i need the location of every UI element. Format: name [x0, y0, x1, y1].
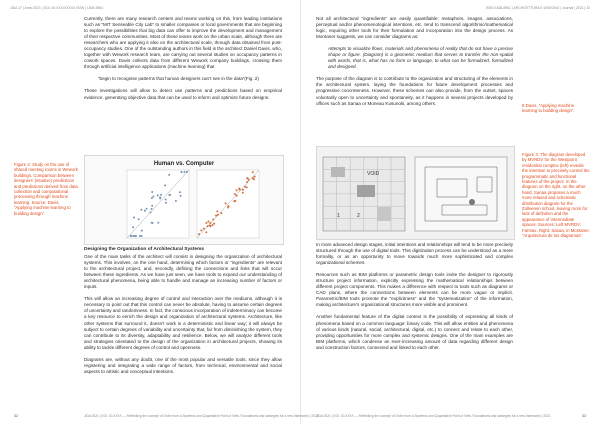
scatter-point: [212, 219, 214, 221]
paragraph: Currently, there are many research centers and teams working on this, from leading institutions such as “MIT Senseable City Lab” to smaller companies or local governments that are beginning to explore the possibilities that big data can offer to improve the development and management of their respective communities. Most of these teams work on the urban scale, although there are researchers who are applying it also on the architectural scale, through data obtained from post-occupancy studies. One of the outstanding authors in this field is the architect Daniel Davis, who, together with Wework research team, are carrying out several studies on occupancy patterns in cowork spaces. Davis collects data from different Wework company buildings, crossing them through artificial intelligence applications (machine learning) that: [84, 16, 282, 70]
right-page-number: 33: [582, 414, 586, 418]
scatter-point: [207, 221, 209, 223]
scatter-point: [203, 228, 205, 230]
right-scatter-panel: [197, 170, 259, 238]
scatter-point: [246, 177, 248, 179]
scatter-point: [159, 197, 161, 199]
scatter-point: [160, 194, 162, 196]
scatter-point: [144, 210, 146, 212]
paragraph: These investigations will allow to detect use patterns and predictions based on empirical evidence, generating objective data that can be used to inform and optimize future designs.: [84, 88, 282, 100]
scatter-point: [215, 215, 217, 217]
scatter-point: [234, 193, 236, 195]
scatter-point: [252, 171, 254, 173]
right-page-top-text: [316, 16, 513, 113]
scatter-point: [152, 196, 154, 198]
figure-3-caption: Figure 3: The diagram developed by MVRDV for the Westpoint residential complex (left) reveals the intention to precisely control the programmatic and functional features of the project. In the diagram on the right, on the other hand, Sanaa proposes a much more relaxed and schematic distribution diagram for the Zollverein school, leaving room for lack of definition and the appearance of intermediate spaces. Sources: Left MVRDV; Farmax. Right: Sanaa, in Montaner, “Arquitectura de los diagramas”.: [522, 152, 590, 239]
scatter-point: [146, 208, 148, 210]
scatter-point: [184, 171, 186, 173]
scatter-point: [207, 225, 209, 227]
figure-2-caption: Figure 2: Study on the use of shared meeting rooms in Wework buildings. Comparison between designers’ (intuitive) predictions and predictions derived from data collection and computational processing through machine learning. Source: Davis, “Applying machine learning to building design”.: [14, 162, 78, 216]
paragraph: Resources such as BIM platforms or parametric design tools invite the designer to rigorously structure project information, explicitly expressing the mathematical relationships between different project components. This makes a difference with respect to tools such as diagrams or CAD plans, where the connections between elements can be more vague or implicit. Parametric/BIM tools promote the “explicitness” and the “systematization” of the information, making architecture’s organizational structures more visible and prominent.: [316, 272, 513, 308]
scatter-point: [168, 174, 170, 176]
scatter-point: [151, 197, 153, 199]
scatter-point: [200, 229, 202, 231]
scatter-point: [233, 200, 235, 202]
scatter-point: [220, 212, 222, 214]
scatter-point: [140, 209, 142, 211]
scatter-point: [205, 231, 207, 233]
scatter-point: [209, 225, 211, 227]
floor-2-label: 2: [357, 213, 360, 219]
sanaa-diagram: [415, 157, 507, 231]
quote: “begin to recognise patterns that human designers can’t see in the data”(Fig. 2): [98, 76, 259, 82]
scatter-point: [254, 176, 256, 178]
scatter-point: [244, 186, 246, 188]
scatter-point: [175, 200, 177, 202]
right-footer: JIDA 2021 | DOI: 10.XXXX — Rethinking the concept of Order from a Systemic and Quantitative Point of View. Foundations and strategies for a new framework | 2021: [316, 414, 551, 418]
paragraph: Diagrams are, without any doubt, one of the most popular and versatile tools, since they allow registering and integrating a wide range of factors, from technical, environmental and social aspects to artistic and conceptual intentions.: [84, 356, 282, 374]
left-footer: JIDA 2021 | DOI: 10.XXXX — Rethinking the concept of Order from a Systemic and Quantitative Point of View. Foundations and strategies for a new framework | 2021: [84, 414, 319, 418]
figure-3-svg: [317, 147, 514, 239]
scatter-point: [186, 171, 188, 173]
page-gutter: [300, 0, 301, 424]
left-page-top-text: [84, 16, 282, 107]
paragraph: In more advanced design stages, initial intentions and relationships will tend to be more precisely structured through the use of digital tools. This digitization process can be understood as a mere formality, or as an opportunity to move towards much more sophisticated and complex organizational schemes.: [316, 242, 513, 266]
figure-3-diagrams: [316, 146, 515, 240]
scatter-point: [213, 223, 215, 225]
scatter-point: [236, 189, 238, 191]
left-page-bottom-text: [84, 247, 282, 381]
scatter-point: [157, 222, 159, 224]
scatter-point: [133, 217, 135, 219]
scatter-point: [139, 235, 141, 237]
scatter-point: [236, 195, 238, 197]
scatter-point: [248, 179, 250, 181]
right-page-bottom-text: [316, 242, 513, 357]
scatter-point: [181, 171, 183, 173]
scatter-point: [149, 211, 151, 213]
figure-2-chart: [84, 155, 284, 245]
scatter-point: [151, 208, 153, 210]
quote: Attempts to visualize flows, materials and phenomena of reality that do not have a precise shape or figure. (Diagram) is a geometric medium that serves to transfer the non-spatial with words, that is, what has no form or language, to what can be formalized, formalized and designed.: [328, 46, 513, 70]
void-label: VOID: [367, 171, 380, 177]
scatter-point: [179, 191, 181, 193]
scatter-point: [198, 233, 200, 235]
left-page-number: 32: [14, 414, 18, 418]
scatter-point: [239, 189, 241, 191]
left-running-header: JIDA 17 | Anno 2021 | DOI: 10.XXXX/XXXX ISSN | 1828-5961: [10, 6, 104, 10]
paragraph: Not all architectural “ingredients” are easily quantifiable: metaphors, images, associations, perceptual and/or phenomenological intentions, etc. tend to transcend algorithmic/mathematical logic, requiring other tools for their formulation and incorporation into the design process. As Montaner suggests, we can consider diagrams as:: [316, 16, 513, 40]
left-scatter-panel: [127, 170, 189, 238]
scatter-point: [216, 210, 218, 212]
scatter-point: [209, 222, 211, 224]
scatter-point: [151, 191, 153, 193]
scatter-point: [132, 235, 134, 237]
scatter-point: [152, 222, 154, 224]
paragraph: The purpose of the diagram is to contribute to the organization and structuring of the elements in the architectural system, laying the foundations for future development processes and progressive concreteness. However, these schemes can also provide, from the outset, spaces voluntarily open to uncertainty and spontaneity, as it happens in several projects developed by offices such as Sanaa or Moneau Kusunoki, among others.: [316, 76, 513, 106]
scatter-point: [217, 214, 219, 216]
paragraph: This will allow an increasing degree of control and interaction over the mediums, although it is necessary to point out that this control can never be absolute, having to assume certain degrees of uncertainty and randomness. In fact, the conscious incorporation of indeterminacy can become a key resource to enrich the design and organization of architectural systems. Architecture, like other systems that surround it, doesn’t work in a deterministic and linear way; it will always be subject to certain degrees of variability and uncertainty that, far from diminishing the system, they can contribute to its diversity, adaptability and resilience. Below, we will analyze different tools and strategies orientated to the design of the organization in architectural projects, showing its ability to tackle different degrees of control and openness.: [84, 296, 282, 350]
scatter-point: [205, 222, 207, 224]
scatter-point: [180, 195, 182, 197]
scatter-point: [225, 202, 227, 204]
paragraph: Another fundamental feature of the digital context is the possibility of expressing all kinds of phenomena based on a common language: binary code. This will allow entities and phenomena of various kinds (natural, social, architectural, digital, etc.) to connect and relate to each other, providing opportunities for more complex and systemic designs. One of the main examples are BIM platforms, which condense an ever-increasing amount of data regarding different design and construction factors, connected and linked to each other.: [316, 314, 513, 350]
floor-1-label: 1: [337, 213, 340, 219]
footnote-8: 8 Davis, “Applying machine learning to building design”.: [522, 103, 575, 114]
scatter-point: [141, 230, 143, 232]
scatter-point: [130, 235, 132, 237]
scatter-point: [246, 181, 248, 183]
scatter-point: [141, 235, 143, 237]
scatter-point: [165, 199, 167, 201]
scatter-point: [168, 194, 170, 196]
mvrdv-diagram: [323, 157, 405, 231]
figure-2-title: Human vs. Computer: [153, 161, 215, 167]
section-heading: Designing the Organization of Architectural Systems: [84, 247, 205, 252]
scatter-point: [242, 189, 244, 191]
scatter-point: [227, 207, 229, 209]
scatter-point: [151, 205, 153, 207]
figure-2-svg: [85, 156, 283, 244]
scatter-point: [246, 186, 248, 188]
right-running-header: ISSN 1828-5961 | ARCHITETTURA E DISEGNO | Journal | 2021 | 33: [485, 6, 590, 10]
scatter-point: [132, 226, 134, 228]
scatter-point: [212, 224, 214, 226]
scatter-point: [157, 194, 159, 196]
scatter-point: [253, 178, 255, 180]
scatter-point: [165, 202, 167, 204]
scatter-point: [164, 184, 166, 186]
paragraph: One of the main tasks of the architect will consist in designing the organization of architectural systems. This involves, on the one hand, determining which factors or “ingredients” are relevant to the architectural project, and, secondly, defining the connections and links that will occur between these ingredients. As we have just seen, we have tools to expand our understanding of architectural phenomena, being able to handle and manage an increasing number of factors or inputs.: [84, 254, 282, 290]
scatter-point: [138, 218, 140, 220]
scatter-point: [242, 192, 244, 194]
